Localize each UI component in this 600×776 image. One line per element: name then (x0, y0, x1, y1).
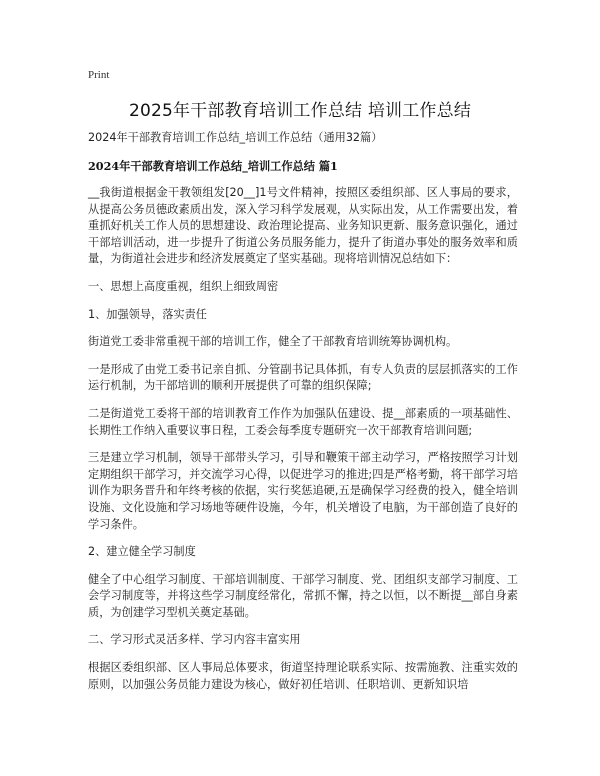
paragraph-point-two: 二是街道党工委将干部的培训教育工作作为加强队伍建设、提__部素质的一项基础性、长期性工作纳入重要议事日程，工委会每季度专题研究一次干部教育培训问题; (88, 406, 518, 437)
document-subtitle: 2024年干部教育培训工作总结_培训工作总结（通用32篇） (88, 131, 383, 144)
paragraph-committee: 街道党工委非常重视干部的培训工作，健全了干部教育培训统筹协调机构。 (88, 335, 458, 349)
subheading-study-system: 2、建立健全学习制度 (88, 545, 196, 559)
paragraph-point-three: 三是建立学习机制，领导干部带头学习，引导和鞭策干部主动学习，严格按照学习计划定期组织干部学习，并交流学习心得，以促进学习的推进;四是严格考勤，将干部学习培训作为职务晋升和年终考核的依据，实行奖惩追硬,五是确保学习经费的投入，健全培训设施、文化设施和学习场地等硬件设施，今年，机关增设了电脑，为干部创造了良好的学习条件。 (88, 451, 518, 531)
print-label: Print (88, 69, 110, 81)
paragraph-intro: __我街道根据金干教领组发[20__]1号文件精神，按照区委组织部、区人事局的要求，从提高公务员德政素质出发，深入学习科学发展观，从实际出发，从工作需要出发，着重抓好机关工作人员的思想建设、政治理论提高、业务知识更新、服务意识强化，通过干部培训活动，进一步提升了街道公务员服务能力，提升了街道办事处的服务效率和质量，为街道社会进步和经济发展奠定了坚实基础。现将培训情况总结如下： (88, 186, 518, 266)
paragraph-point-one: 一是形成了由党工委书记亲自抓、分管副书记具体抓，有专人负责的层层抓落实的工作运行机制，为干部培训的顺利开展提供了可靠的组织保障; (88, 362, 518, 393)
paragraph-study-system: 健全了中心组学习制度、干部培训制度、干部学习制度、党、团组织支部学习制度、工会学习制度等，并将这些学习制度经常化，常抓不懈，持之以恒，以不断提__部自身素质，为创建学习型机关奠定基础。 (88, 572, 518, 619)
page-title: 2025年干部教育培训工作总结 培训工作总结 (128, 101, 472, 121)
heading-part-two: 二、学习形式灵活多样、学习内容丰富实用 (88, 633, 301, 647)
subheading-leadership: 1、加强领导，落实责任 (88, 307, 207, 321)
section-heading: 2024年干部教育培训工作总结_培训工作总结 篇1 (88, 159, 338, 173)
document-body (88, 129, 518, 704)
paragraph-requirements: 根据区委组织部、区人事局总体要求，街道坚持理论联系实际、按需施教、注重实效的原则，以加强公务员能力建设为核心，做好初任培训、任职培训、更新知识培 (88, 661, 518, 691)
heading-part-one: 一、思想上高度重视，组织上细致周密 (88, 279, 279, 293)
